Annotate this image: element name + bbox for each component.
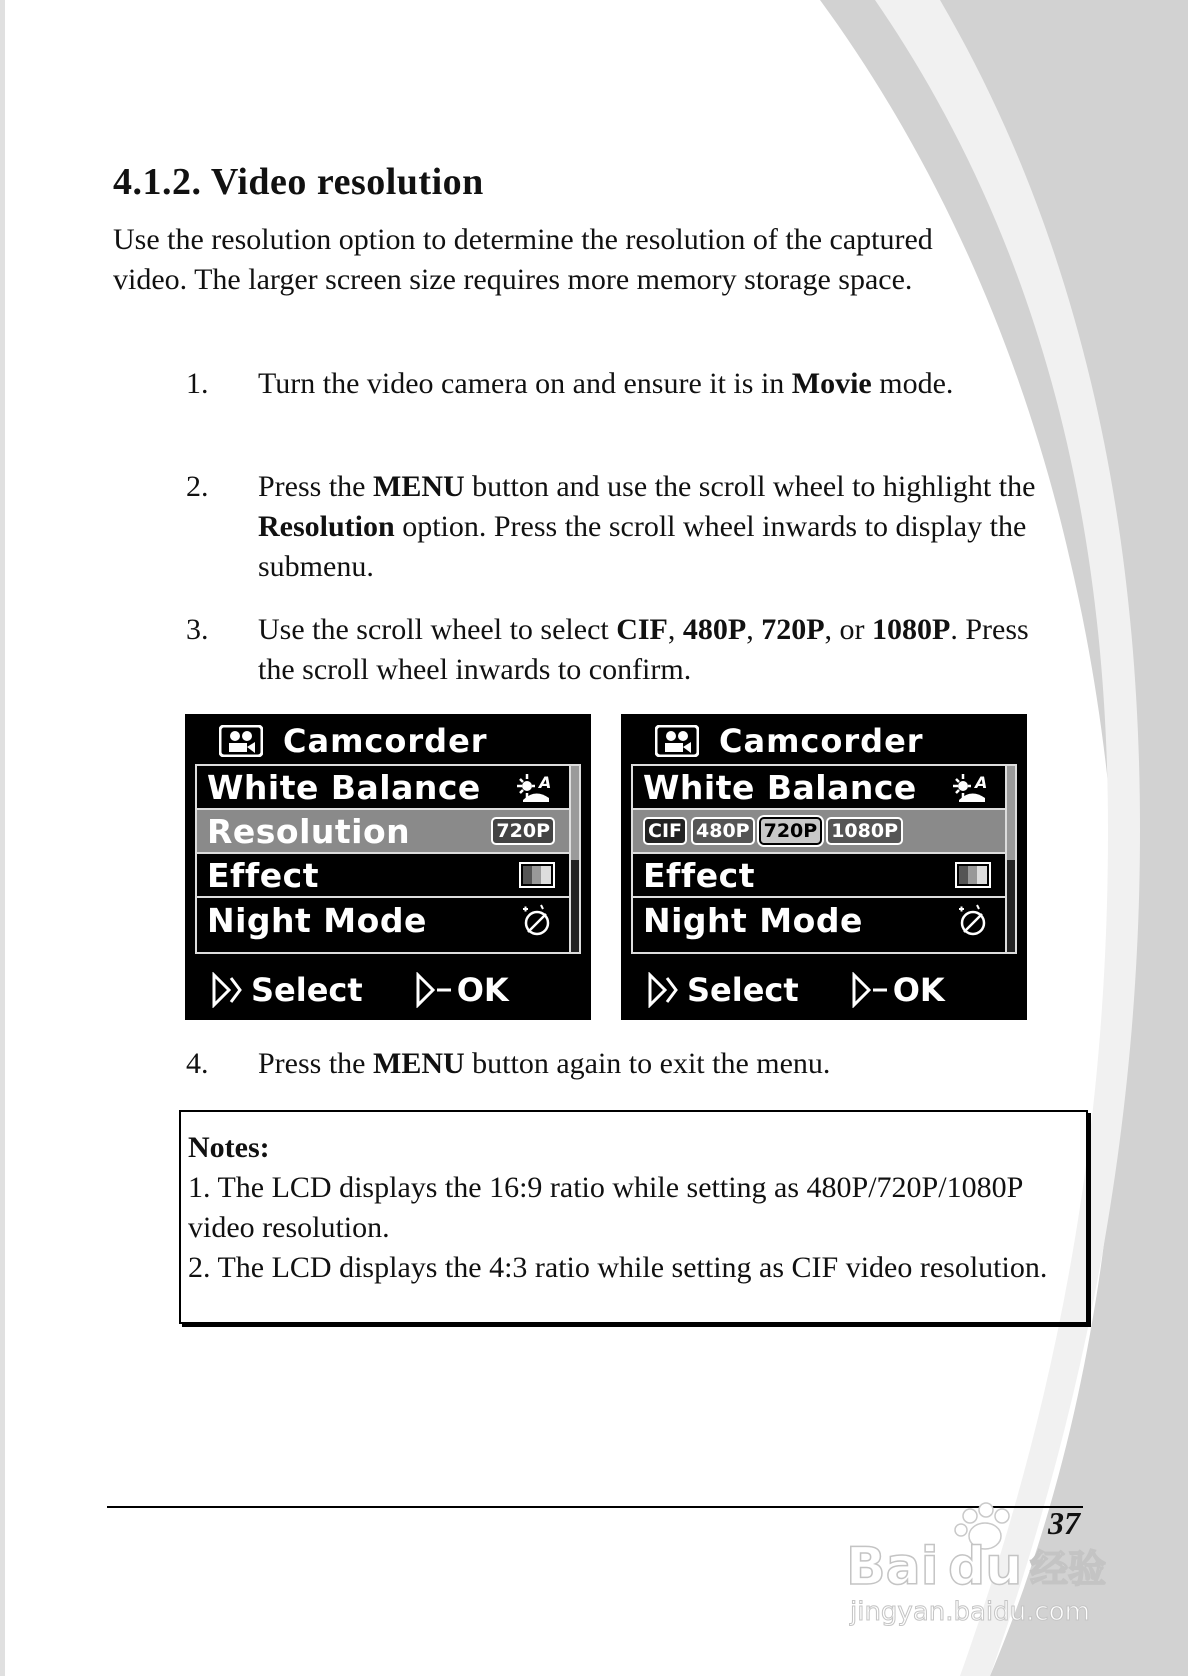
press-ok-icon xyxy=(415,972,453,1008)
menu-item-resolution[interactable] xyxy=(197,810,571,854)
step-number: 4. xyxy=(186,1047,209,1080)
menu-item-label: Night Mode xyxy=(643,900,863,940)
menu-item-effect[interactable] xyxy=(633,854,1007,898)
screen-footer xyxy=(647,968,1007,1012)
screen-title-bar xyxy=(655,720,924,762)
menu-item-white-balance[interactable] xyxy=(197,766,571,810)
camera-screen-submenu xyxy=(621,714,1027,1020)
menu-item-label: Night Mode xyxy=(207,900,427,940)
menu-item-night-mode[interactable] xyxy=(633,898,1007,942)
screen-footer xyxy=(211,968,571,1012)
resolution-submenu xyxy=(633,810,1007,854)
camcorder-icon xyxy=(655,725,699,757)
svg-text:A: A xyxy=(539,773,552,792)
step-text: Use the scroll wheel to select CIF, 480P, 720P, or 1080P. Press the scroll wheel inwards to confirm. xyxy=(258,613,1029,686)
menu-item-night-mode[interactable] xyxy=(197,898,571,942)
page-number: 37 xyxy=(1048,1505,1080,1541)
intro-paragraph: Use the resolution option to determine the resolution of the captured video. The larger screen size requires more memory storage space. xyxy=(113,223,933,296)
option-cif[interactable]: CIF xyxy=(643,817,687,845)
camcorder-icon xyxy=(219,725,263,757)
white-balance-auto-icon xyxy=(951,770,991,804)
notes-title: Notes: xyxy=(188,1131,270,1164)
svg-text:du: du xyxy=(948,1537,1023,1597)
menu-item-effect[interactable] xyxy=(197,854,571,898)
camera-screen-menu xyxy=(185,714,591,1020)
ok-label: OK xyxy=(456,971,509,1009)
notes-box xyxy=(179,1110,1088,1324)
menu-item-label: Effect xyxy=(207,855,319,895)
scrollbar-thumb[interactable] xyxy=(571,766,579,860)
step-text: Press the MENU button and use the scroll wheel to highlight the Resolution option. Press the scroll wheel inwards to display the submenu. xyxy=(258,470,1036,583)
menu-item-label: Resolution xyxy=(207,811,411,851)
note-1: 1. The LCD displays the 16:9 ratio while setting as 480P/720P/1080P video resolution. xyxy=(188,1171,1023,1244)
option-1080p[interactable]: 1080P xyxy=(826,817,903,845)
option-480p[interactable]: 480P xyxy=(691,817,755,845)
svg-text:A: A xyxy=(975,773,988,792)
menu-item-label: White Balance xyxy=(207,767,481,807)
svg-text:jingyan.baidu.com: jingyan.baidu.com xyxy=(850,1597,1090,1627)
effect-icon xyxy=(519,862,555,888)
scrollbar-thumb[interactable] xyxy=(1007,766,1015,860)
scroll-wheel-icon xyxy=(647,972,679,1008)
step-number: 2. xyxy=(186,470,209,503)
section-heading: 4.1.2. Video resolution xyxy=(113,161,484,203)
step-number: 3. xyxy=(186,613,209,646)
settings-menu xyxy=(631,764,1017,954)
resolution-options xyxy=(643,817,907,845)
ok-label: OK xyxy=(892,971,945,1009)
menu-item-label: White Balance xyxy=(643,767,917,807)
select-label: Select xyxy=(687,971,799,1009)
menu-item-white-balance[interactable] xyxy=(633,766,1007,810)
svg-text:经验: 经验 xyxy=(1030,1547,1107,1591)
resolution-value-badge: 720P xyxy=(491,817,555,845)
night-mode-off-icon xyxy=(955,903,991,937)
screen-title: Camcorder xyxy=(719,722,924,760)
screen-title: Camcorder xyxy=(283,722,488,760)
menu-scrollbar[interactable] xyxy=(1005,766,1015,952)
menu-scrollbar[interactable] xyxy=(569,766,579,952)
night-mode-off-icon xyxy=(519,903,555,937)
step-text: Turn the video camera on and ensure it is in Movie mode. xyxy=(258,367,954,400)
select-label: Select xyxy=(251,971,363,1009)
step-text: Press the MENU button again to exit the menu. xyxy=(258,1047,831,1080)
effect-icon xyxy=(955,862,991,888)
svg-text:Bai: Bai xyxy=(846,1537,939,1597)
white-balance-auto-icon xyxy=(515,770,555,804)
scroll-wheel-icon xyxy=(211,972,243,1008)
menu-item-label: Effect xyxy=(643,855,755,895)
option-720p[interactable]: 720P xyxy=(759,817,823,845)
baidu-jingyan-watermark xyxy=(840,1496,1120,1636)
step-number: 1. xyxy=(186,367,209,400)
screen-title-bar xyxy=(219,720,488,762)
note-2: 2. The LCD displays the 4:3 ratio while setting as CIF video resolution. xyxy=(188,1251,1048,1284)
settings-menu xyxy=(195,764,581,954)
press-ok-icon xyxy=(851,972,889,1008)
